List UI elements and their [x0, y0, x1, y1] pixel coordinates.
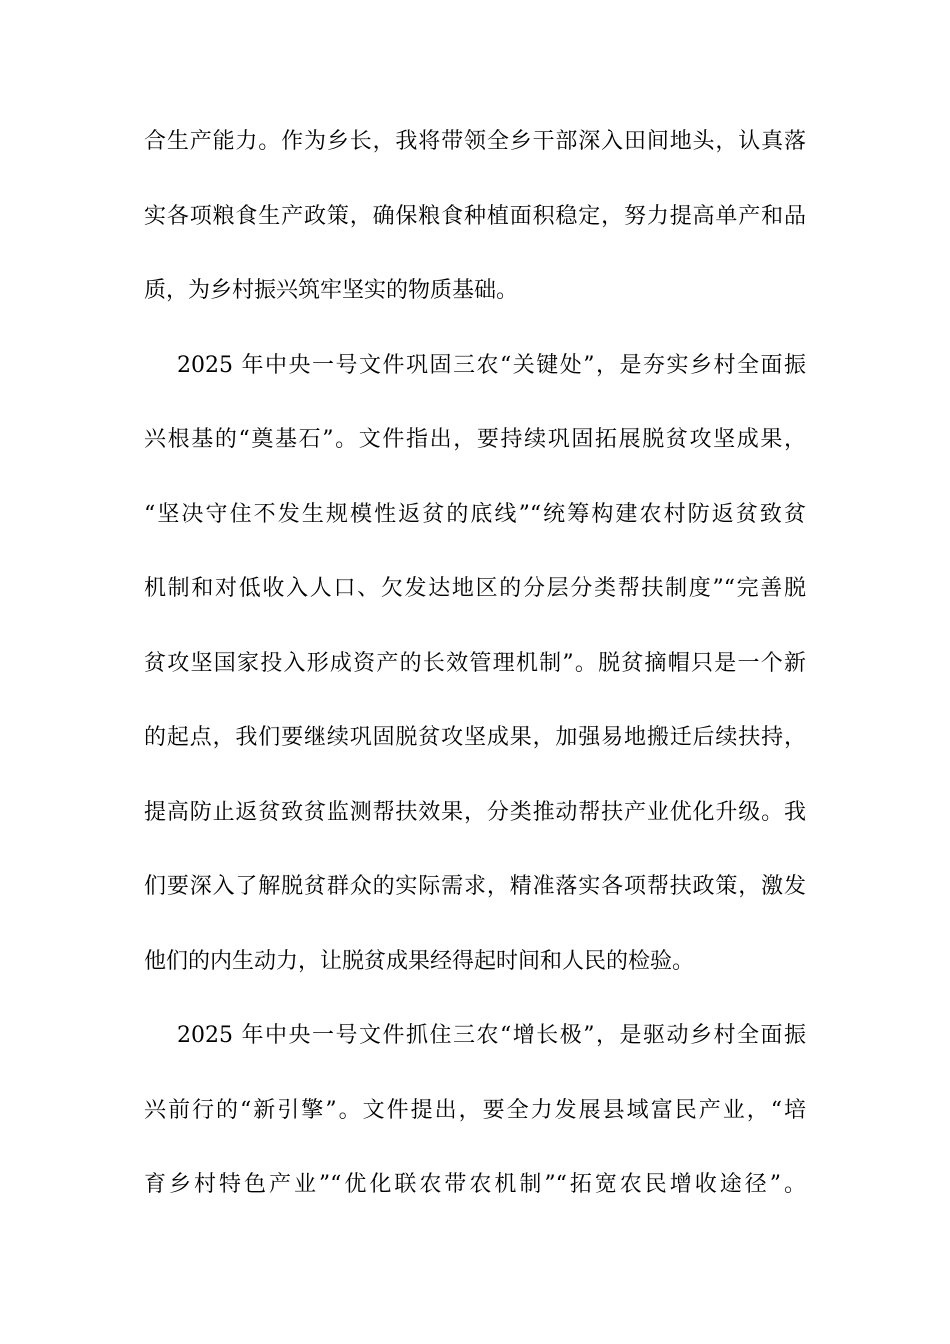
text-line: 兴根基的“奠基石”。文件指出，要持续巩固拓展脱贫攻坚成果， — [144, 427, 806, 452]
text-line: 他们的内生动力，让脱贫成果经得起时间和人民的检验。 — [144, 948, 695, 974]
text-line: 们要深入了解脱贫群众的实际需求，精准落实各项帮扶政策，激发 — [144, 874, 806, 899]
paragraph-2 — [144, 342, 806, 986]
text-line: 合生产能力。作为乡长，我将带领全乡干部深入田间地头，认真落 — [144, 129, 806, 154]
text-line: 2025 年中央一号文件抓住三农“增长极”，是驱动乡村全面振 — [177, 1023, 806, 1048]
text-line: 兴前行的“新引擎”。文件提出，要全力发展县域富民产业，“培 — [144, 1097, 806, 1123]
text-line: 育乡村特色产业”“优化联农带农机制”“拓宽农民增收途径”。 — [144, 1172, 806, 1197]
text-line: 机制和对低收入人口、欠发达地区的分层分类帮扶制度”“完善脱 — [144, 576, 806, 601]
text-line: 质，为乡村振兴筑牢坚实的物质基础。 — [144, 278, 519, 303]
text-line: 2025 年中央一号文件巩固三农“关键处”，是夯实乡村全面振 — [177, 352, 806, 378]
paragraph-1 — [144, 118, 806, 315]
text-line: 实各项粮食生产政策，确保粮食种植面积稳定，努力提高单产和品 — [144, 203, 806, 229]
text-line: 贫攻坚国家投入形成资产的长效管理机制”。脱贫摘帽只是一个新 — [144, 650, 806, 676]
text-line: “坚决守住不发生规模性返贫的底线”“统筹构建农村防返贫致贫 — [144, 501, 806, 527]
document-body — [144, 118, 806, 1236]
text-line: 的起点，我们要继续巩固脱贫攻坚成果，加强易地搬迁后续扶持， — [144, 725, 806, 750]
text-line: 提高防止返贫致贫监测帮扶效果，分类推动帮扶产业优化升级。我 — [144, 799, 806, 825]
paragraph-3 — [144, 1012, 806, 1209]
